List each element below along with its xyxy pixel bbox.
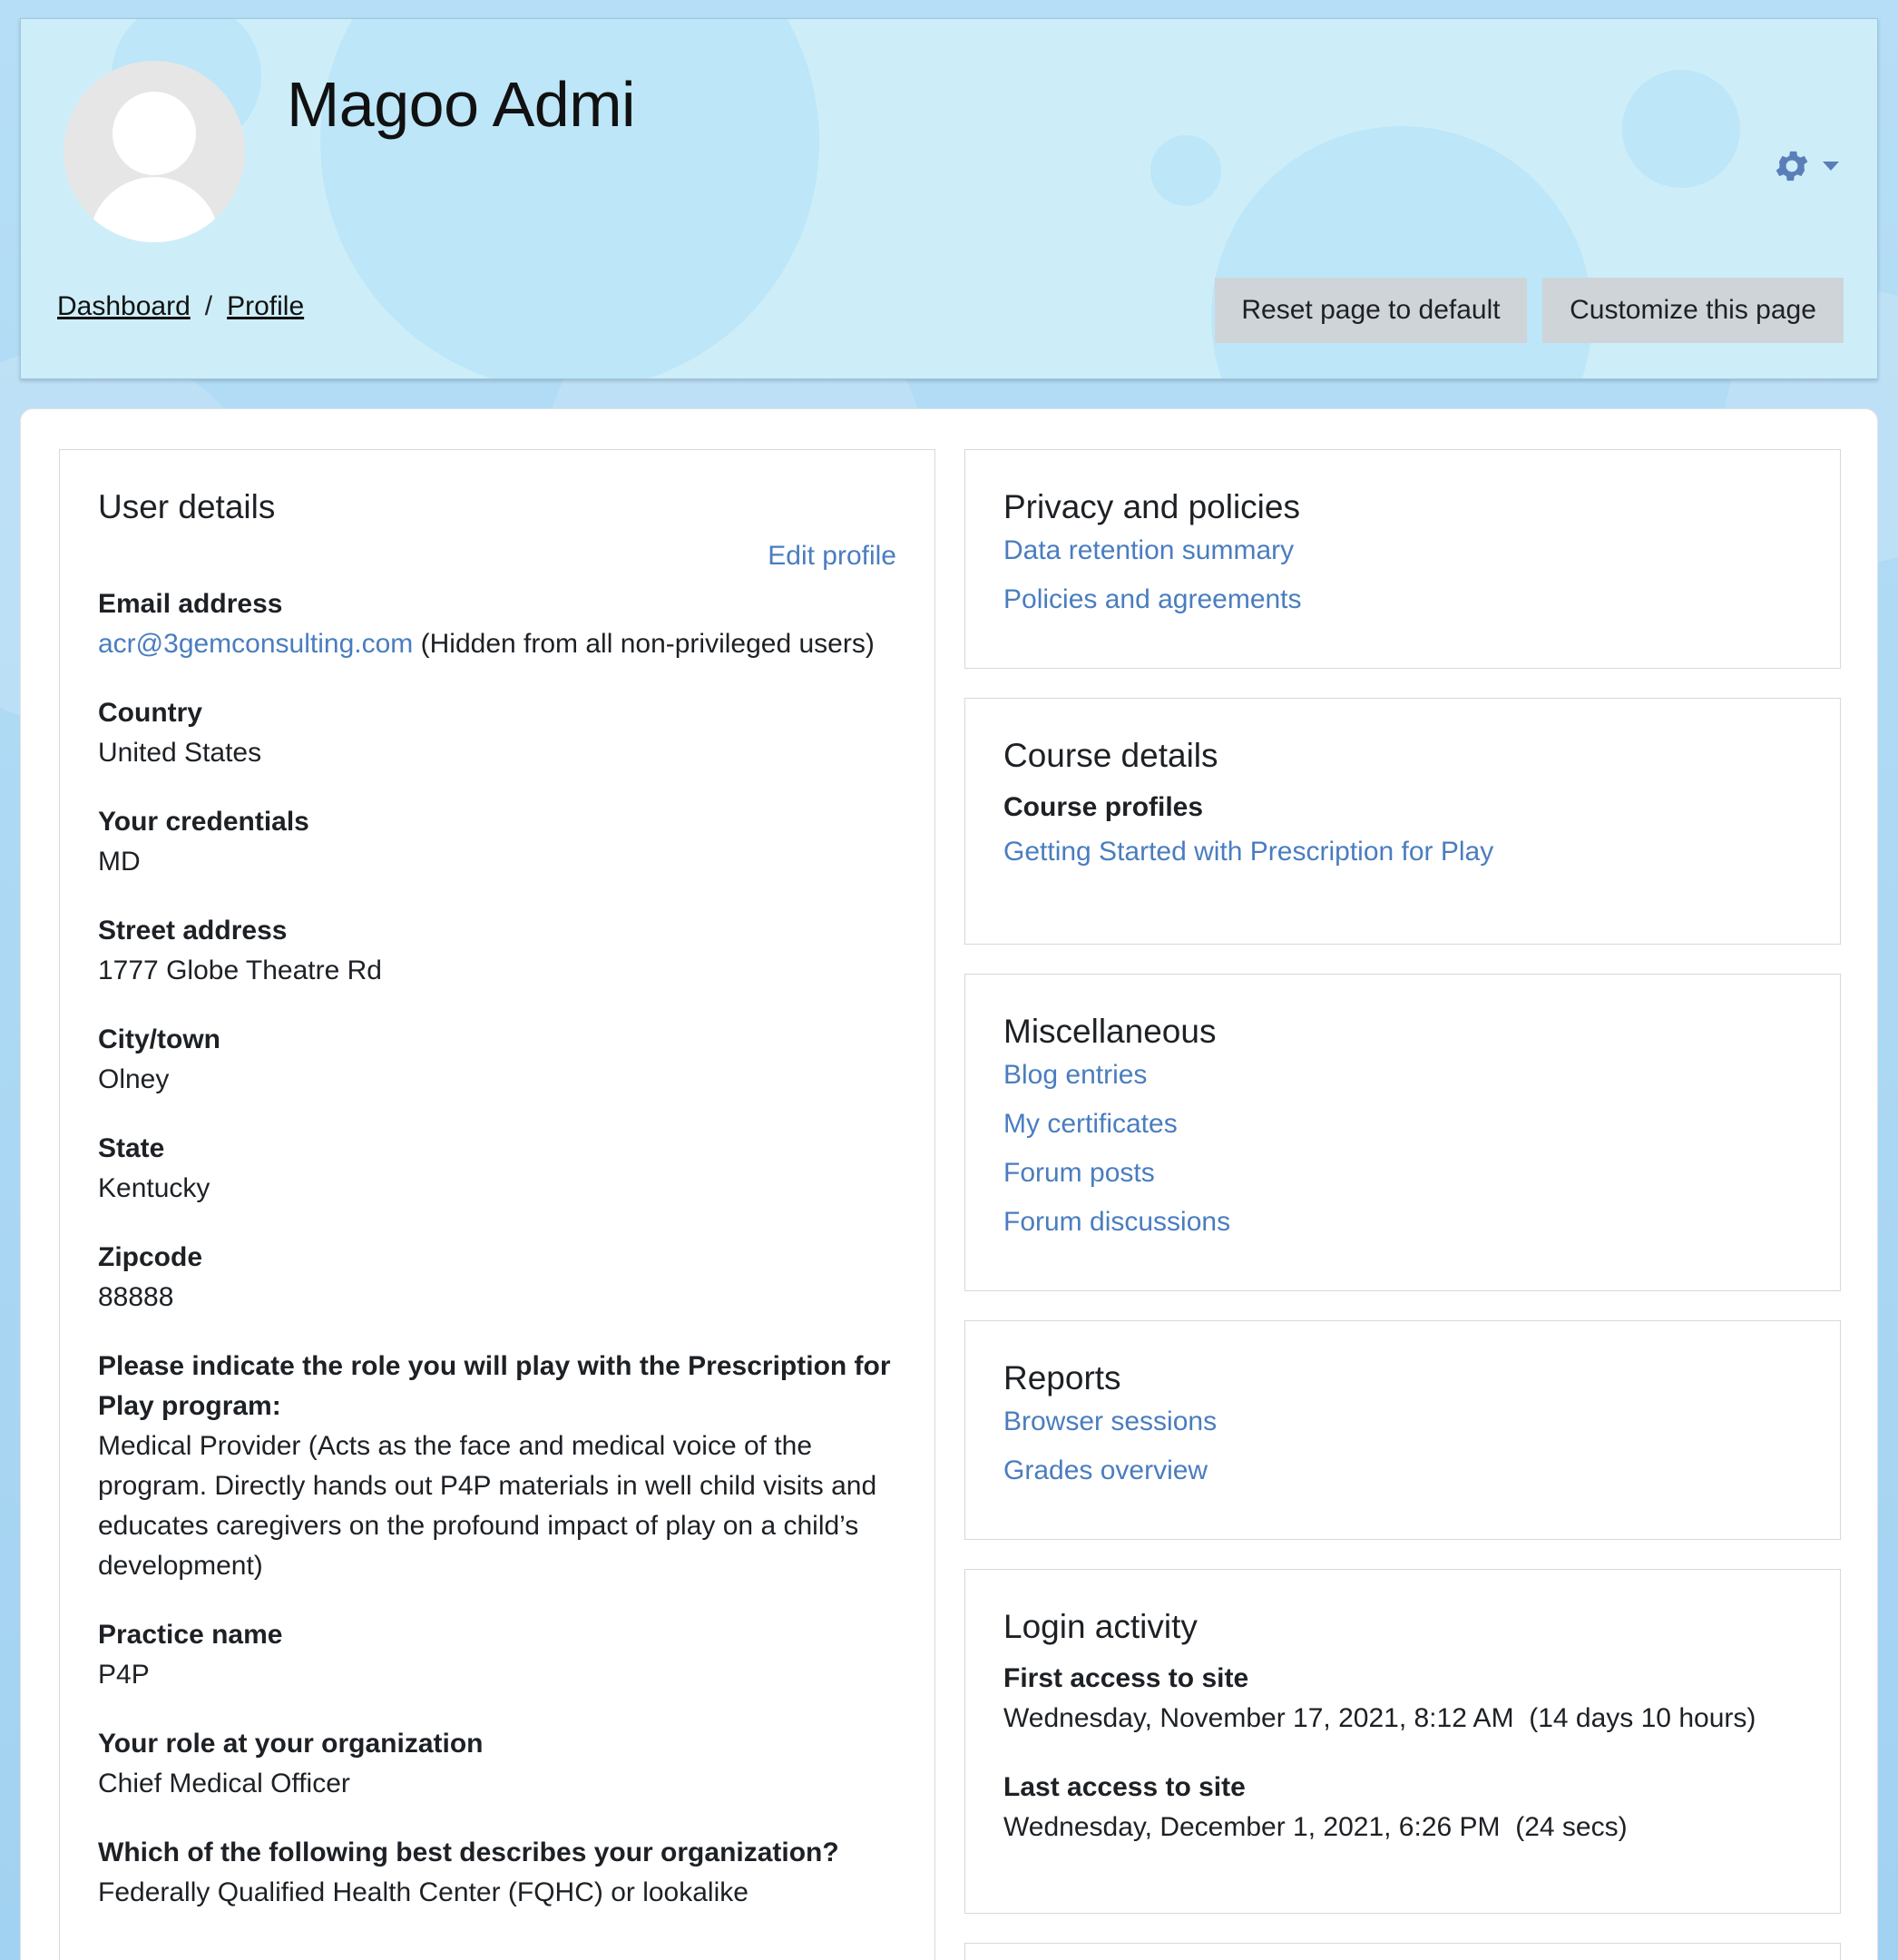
field-label: State	[98, 1133, 165, 1163]
browser-sessions-link[interactable]: Browser sessions	[1003, 1406, 1218, 1436]
email-note: (Hidden from all non-privileged users)	[420, 629, 875, 659]
field-value: Olney	[98, 1064, 170, 1094]
reset-page-button[interactable]: Reset page to default	[1215, 278, 1527, 343]
field-label: Which of the following best describes your organization?	[98, 1838, 839, 1867]
next-card-partial	[964, 1943, 1841, 1960]
user-details-card	[59, 449, 935, 1960]
reports-title: Reports	[1003, 1359, 1121, 1396]
blog-entries-link[interactable]: Blog entries	[1003, 1060, 1148, 1090]
field-value: United States	[98, 738, 262, 768]
last-access-field	[1003, 1768, 1802, 1847]
login-activity-title: Login activity	[1003, 1608, 1198, 1645]
breadcrumb	[57, 291, 304, 322]
field-label: First access to site	[1003, 1663, 1249, 1693]
privacy-title: Privacy and policies	[1003, 488, 1300, 525]
field-value: Kentucky	[98, 1173, 210, 1203]
profile-main	[20, 408, 1878, 1960]
program-role-field	[98, 1347, 896, 1586]
field-value: P4P	[98, 1660, 150, 1690]
avatar-head-shape	[113, 92, 196, 175]
avatar-body-shape	[89, 177, 220, 242]
user-details-title: User details	[98, 488, 276, 525]
page-header	[20, 18, 1878, 379]
street-address-field	[98, 911, 896, 991]
login-activity-card	[964, 1569, 1841, 1914]
breadcrumb-separator: /	[204, 291, 213, 321]
data-retention-link[interactable]: Data retention summary	[1003, 535, 1295, 565]
field-label: Street address	[98, 916, 288, 946]
field-value: Chief Medical Officer	[98, 1769, 350, 1798]
certificates-link[interactable]: My certificates	[1003, 1109, 1178, 1139]
field-label: Please indicate the role you will play with the Prescription for Play program:	[98, 1351, 891, 1421]
organization-type-field	[98, 1833, 896, 1913]
forum-discussions-link[interactable]: Forum discussions	[1003, 1207, 1231, 1237]
field-label: Your credentials	[98, 807, 309, 837]
zipcode-field	[98, 1238, 896, 1318]
breadcrumb-dashboard[interactable]: Dashboard	[57, 291, 191, 321]
chevron-down-icon	[1823, 162, 1839, 171]
settings-menu-toggle[interactable]	[1772, 146, 1839, 186]
policies-link[interactable]: Policies and agreements	[1003, 584, 1302, 614]
field-value	[98, 624, 896, 664]
course-link[interactable]: Getting Started with Prescription for Play	[1003, 837, 1494, 867]
field-value: Medical Provider (Acts as the face and medical voice of the program. Directly hands out P4P materials in well child visits and educates caregivers on the profound impact of play on a child’s development)	[98, 1431, 877, 1581]
state-field	[98, 1129, 896, 1209]
reports-card	[964, 1320, 1841, 1540]
gear-icon	[1772, 146, 1812, 186]
field-value: Wednesday, November 17, 2021, 8:12 AM (14 days 10 hours)	[1003, 1703, 1756, 1733]
forum-posts-link[interactable]: Forum posts	[1003, 1158, 1155, 1188]
country-field	[98, 693, 896, 773]
field-label: Practice name	[98, 1620, 283, 1650]
course-profiles-label: Course profiles	[1003, 792, 1204, 822]
field-value: Wednesday, December 1, 2021, 6:26 PM (24 secs)	[1003, 1812, 1628, 1842]
practice-name-field	[98, 1615, 896, 1695]
misc-card	[964, 974, 1841, 1291]
course-details-card	[964, 698, 1841, 945]
privacy-card	[964, 449, 1841, 669]
email-field	[98, 584, 896, 664]
city-field	[98, 1020, 896, 1100]
first-access-field	[1003, 1659, 1802, 1739]
credentials-field	[98, 802, 896, 882]
field-value: 88888	[98, 1282, 174, 1312]
field-label: Zipcode	[98, 1242, 203, 1272]
edit-profile-link[interactable]: Edit profile	[768, 541, 896, 571]
field-value: MD	[98, 847, 141, 877]
field-label: Email address	[98, 589, 283, 619]
organization-role-field	[98, 1724, 896, 1804]
page-title: Magoo Admi	[287, 69, 636, 140]
field-label: Your role at your organization	[98, 1729, 484, 1759]
field-label: Country	[98, 698, 202, 728]
customize-page-button[interactable]: Customize this page	[1542, 278, 1844, 343]
field-value: Federally Qualified Health Center (FQHC) or lookalike	[98, 1877, 748, 1907]
field-label: Last access to site	[1003, 1772, 1246, 1802]
avatar[interactable]	[64, 61, 245, 242]
misc-title: Miscellaneous	[1003, 1013, 1217, 1050]
email-link[interactable]: acr@3gemconsulting.com	[98, 629, 414, 659]
grades-overview-link[interactable]: Grades overview	[1003, 1455, 1208, 1485]
course-details-title: Course details	[1003, 737, 1218, 774]
field-value: 1777 Globe Theatre Rd	[98, 956, 382, 985]
breadcrumb-profile[interactable]: Profile	[227, 291, 305, 321]
field-label: City/town	[98, 1024, 220, 1054]
